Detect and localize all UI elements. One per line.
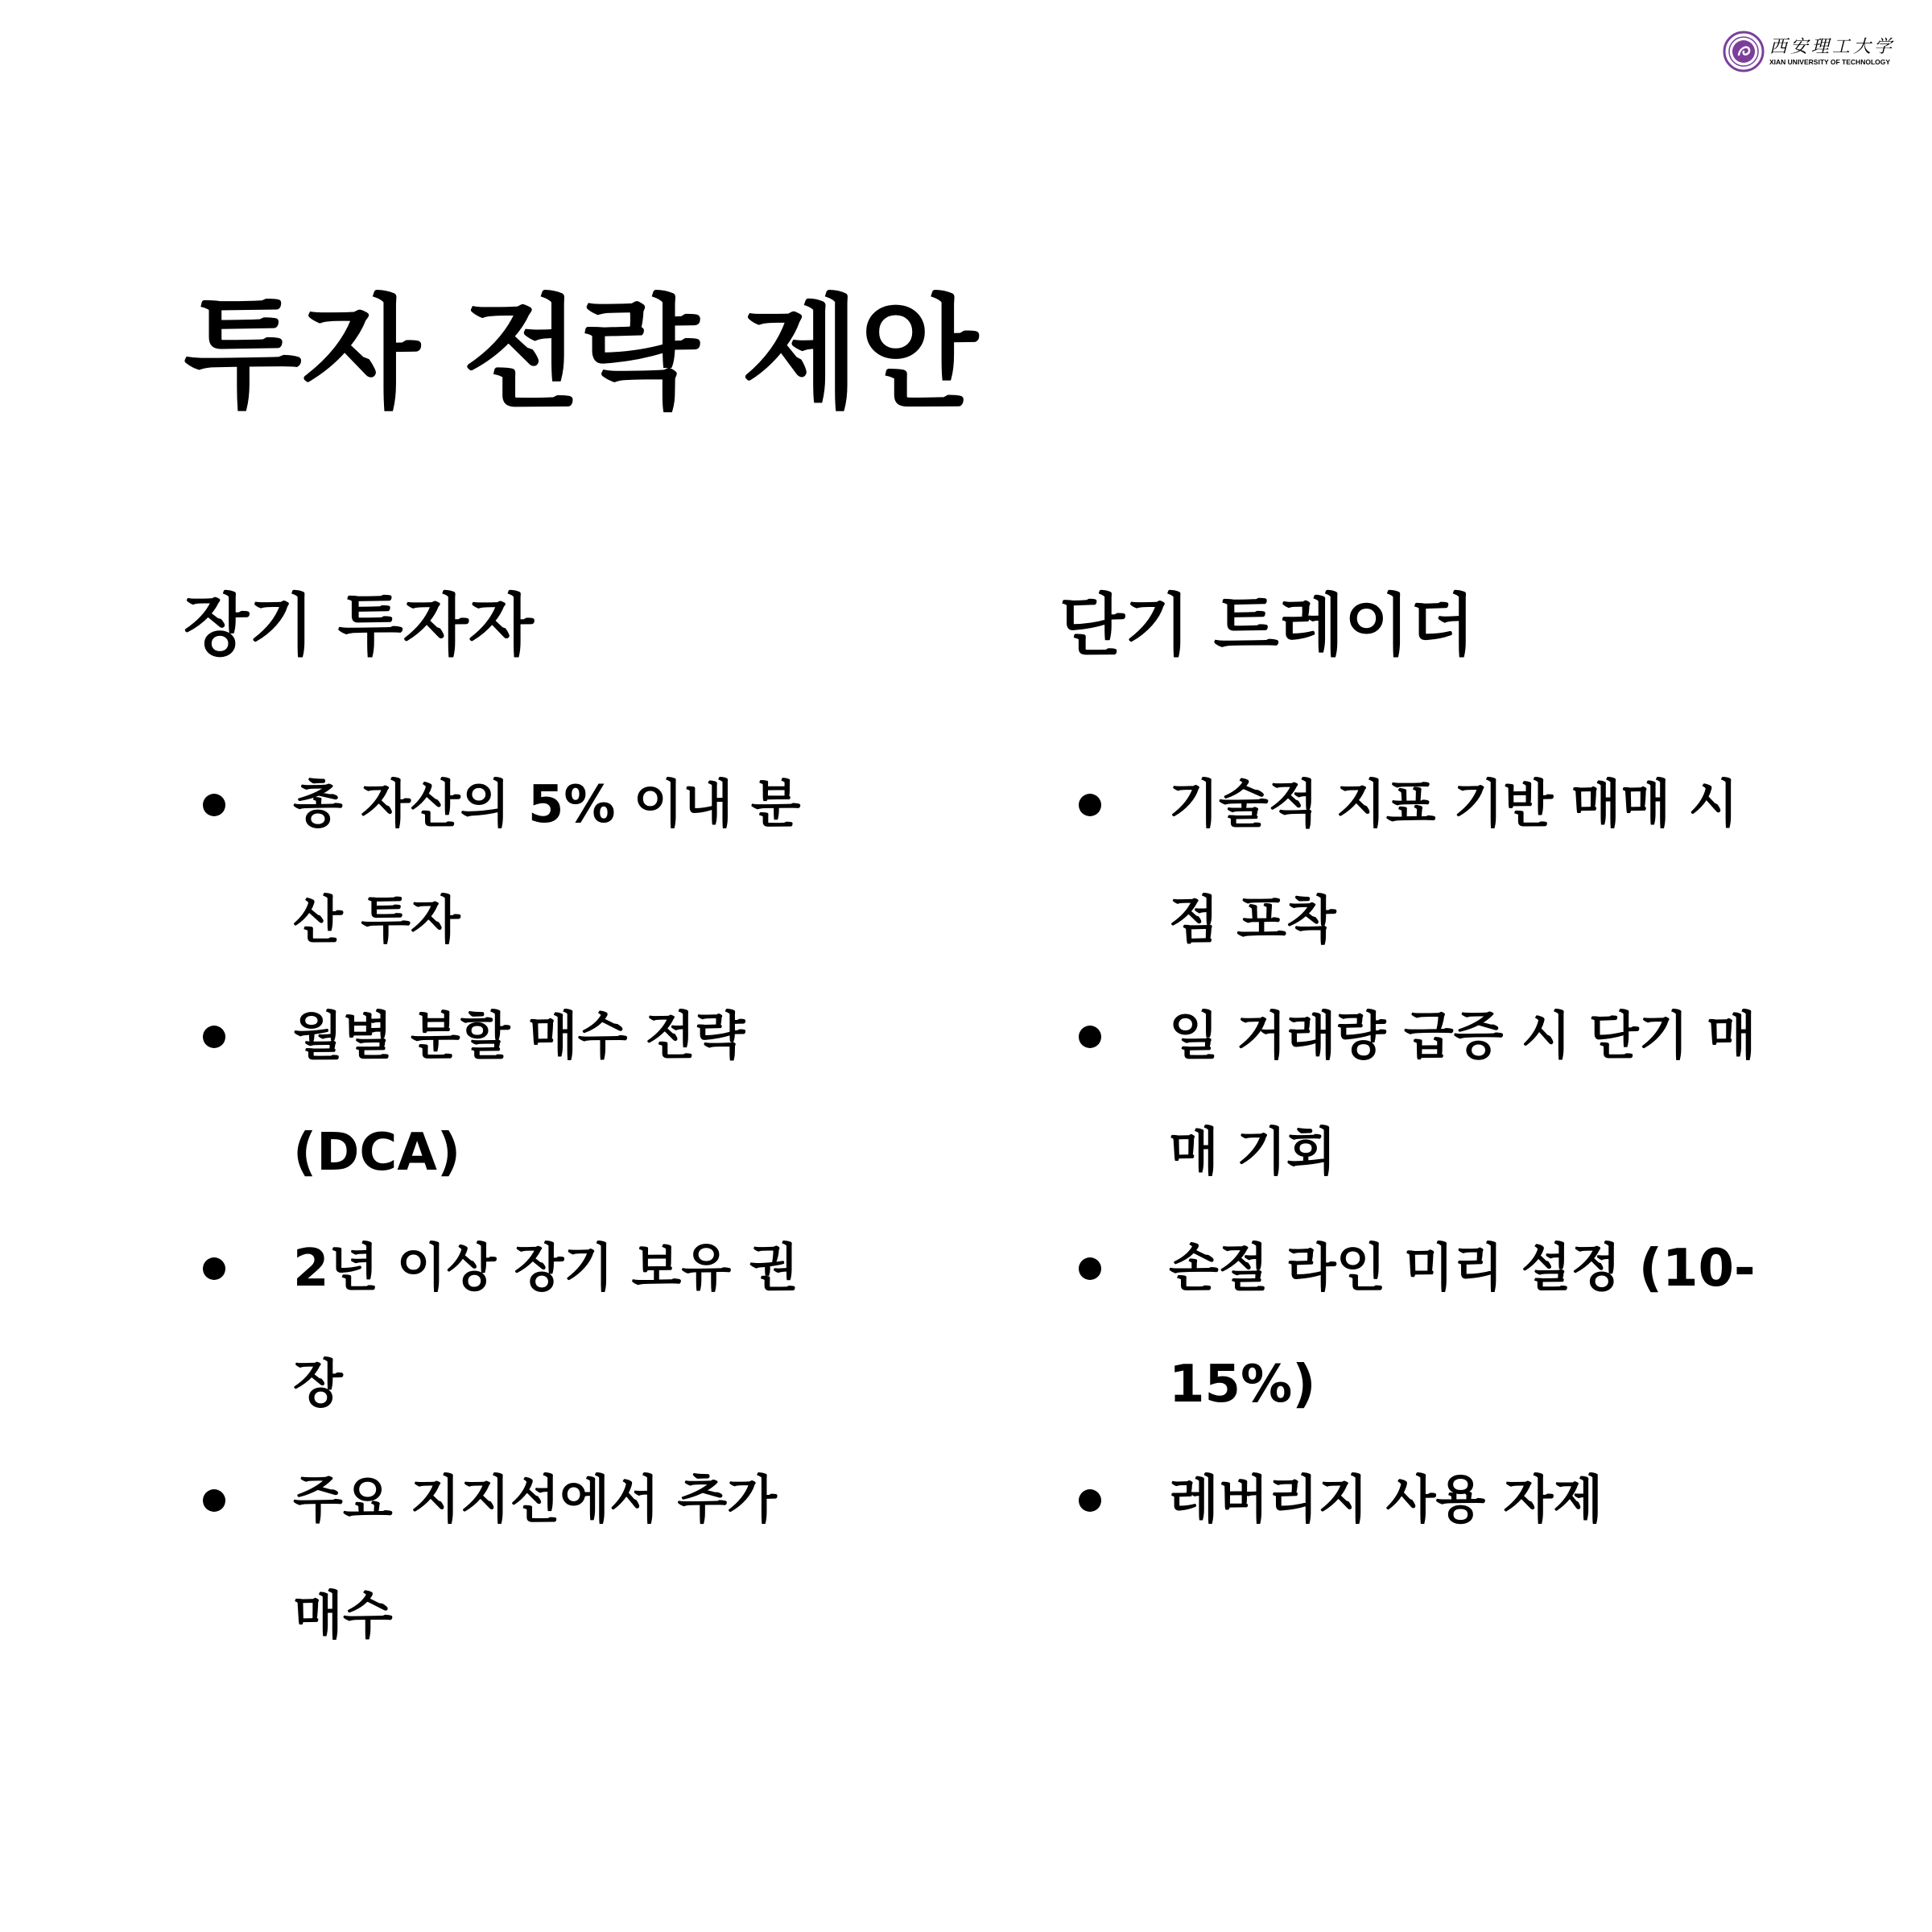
list-item-text: 월별 분할 매수 전략 (DCA) xyxy=(293,1007,745,1183)
list-item-text: 주요 지지선에서 추가 매수 xyxy=(293,1471,777,1646)
list-item-text: 손절 라인 미리 설정 (10-15%) xyxy=(1169,1239,1756,1414)
bullet-list xyxy=(184,747,908,1674)
university-seal-icon xyxy=(1723,31,1765,72)
list-item-text: 레버리지 사용 자제 xyxy=(1169,1471,1604,1530)
list-item-text: 일 거래량 급증 시 단기 매매 기회 xyxy=(1169,1007,1757,1183)
list-item-text: 2년 이상 장기 보유 권장 xyxy=(293,1239,799,1414)
list-item xyxy=(184,747,840,979)
bullet-icon xyxy=(1079,1489,1101,1512)
column-heading: 단기 트레이더 xyxy=(1059,586,1476,665)
list-item xyxy=(1059,979,1765,1211)
column-heading: 장기 투자자 xyxy=(184,586,534,665)
list-item xyxy=(1059,1443,1765,1558)
list-item xyxy=(1059,1211,1765,1443)
long-term-investor-column xyxy=(184,573,908,1646)
list-item-text: 기술적 지표 기반 매매 시점 포착 xyxy=(1169,775,1739,951)
bullet-icon xyxy=(1079,794,1101,816)
bullet-icon xyxy=(203,1489,225,1512)
short-term-trader-column xyxy=(1059,573,1784,1530)
bullet-list xyxy=(1059,747,1784,1558)
university-name-cn: 西安理工大学 xyxy=(1769,36,1896,57)
bullet-icon xyxy=(203,1257,225,1280)
university-name xyxy=(1769,37,1914,67)
university-logo xyxy=(1723,29,1916,74)
list-item xyxy=(184,979,840,1211)
bullet-icon xyxy=(203,1026,225,1048)
list-item-text: 총 자산의 5% 이내 분산 투자 xyxy=(293,775,801,951)
page-title: 투자 전략 제안 xyxy=(184,283,978,425)
bullet-icon xyxy=(1079,1026,1101,1048)
list-item xyxy=(184,1443,840,1674)
university-name-en: XIAN UNIVERSITY OF TECHNOLOGY xyxy=(1769,57,1891,66)
bullet-icon xyxy=(1079,1257,1101,1280)
list-item xyxy=(184,1211,840,1443)
list-item xyxy=(1059,747,1765,979)
bullet-icon xyxy=(203,794,225,816)
